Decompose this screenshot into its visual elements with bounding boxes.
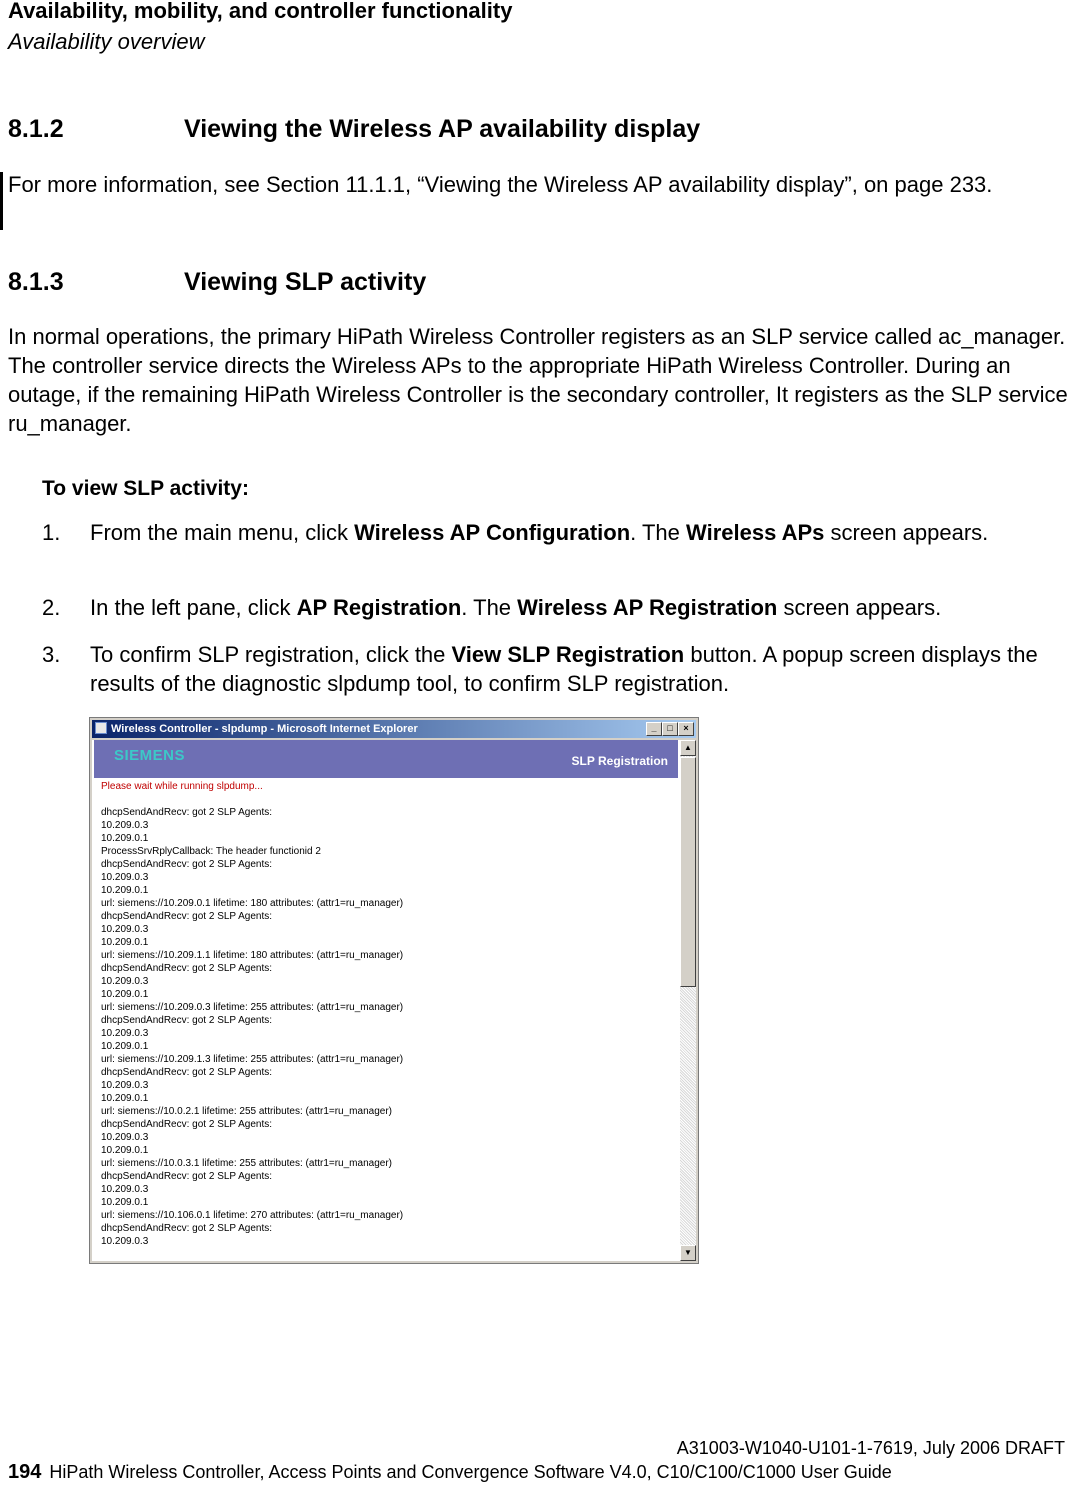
section-8-1-3-body: In normal operations, the primary HiPath Wireless Controller registers as an SLP service called ac_manager. The controller service directs the Wireless APs to the appropriate HiPath Wireless Controller. During an outage, if the remaining HiPath Wireless Controller is the secondary controller, It registers as the SLP service ru_manager. — [8, 324, 1068, 436]
window-title: Wireless Controller - slpdump - Microsoft Internet Explorer — [111, 723, 418, 735]
section-number: 8.1.3 — [8, 268, 64, 296]
ie-icon — [95, 722, 107, 734]
scroll-up-button[interactable]: ▲ — [680, 740, 696, 756]
log-line: dhcpSendAndRecv: got 2 SLP Agents: — [101, 1015, 273, 1026]
slpdump-window — [89, 717, 699, 1264]
log-line: dhcpSendAndRecv: got 2 SLP Agents: — [101, 859, 273, 870]
log-line: url: siemens://10.106.0.1 lifetime: 270 attributes: (attr1=ru_manager) — [101, 1210, 404, 1221]
log-line: 10.209.0.1 — [101, 833, 149, 844]
log-line: url: siemens://10.209.1.1 lifetime: 180 attributes: (attr1=ru_manager) — [101, 950, 404, 961]
log-line: url: siemens://10.209.1.3 lifetime: 255 attributes: (attr1=ru_manager) — [101, 1054, 404, 1065]
vertical-scrollbar[interactable] — [680, 740, 696, 1261]
running-header-title: Availability, mobility, and controller functionality — [8, 0, 513, 23]
log-line: 10.209.0.1 — [101, 1041, 149, 1052]
footer-doc-id: A31003-W1040-U101-1-7619, July 2006 DRAFT — [676, 1438, 1065, 1458]
scrollbar-thumb[interactable] — [680, 757, 696, 987]
log-line: dhcpSendAndRecv: got 2 SLP Agents: — [101, 1067, 273, 1078]
log-line: dhcpSendAndRecv: got 2 SLP Agents: — [101, 963, 273, 974]
log-line: 10.209.0.3 — [101, 1132, 149, 1143]
log-line: url: siemens://10.209.0.3 lifetime: 255 attributes: (attr1=ru_manager) — [101, 1002, 404, 1013]
step-number: 3. — [42, 642, 61, 667]
log-line: dhcpSendAndRecv: got 2 SLP Agents: — [101, 1119, 273, 1130]
log-line: 10.209.0.3 — [101, 1184, 149, 1195]
step-text: To confirm SLP registration, click the View SLP Registration button. A popup screen displays the results of the diagnostic slpdump tool, to confirm SLP registration. — [90, 642, 1038, 696]
section-8-1-2-body: For more information, see Section 11.1.1, “Viewing the Wireless AP availability display”, on page 233. — [8, 172, 993, 197]
page-content — [92, 740, 680, 1261]
log-line: 10.209.0.1 — [101, 1093, 149, 1104]
log-line: 10.209.0.1 — [101, 885, 149, 896]
log-line: 10.209.0.1 — [101, 1145, 149, 1156]
ui-term: Wireless AP Registration — [517, 595, 778, 620]
log-line: url: siemens://10.209.0.1 lifetime: 180 attributes: (attr1=ru_manager) — [101, 898, 404, 909]
log-line: url: siemens://10.0.3.1 lifetime: 255 attributes: (attr1=ru_manager) — [101, 1158, 392, 1169]
log-line: 10.209.0.3 — [101, 1236, 149, 1247]
ui-term: Wireless APs — [686, 520, 825, 545]
banner-title: SLP Registration — [571, 754, 668, 768]
slpdump-output — [101, 780, 403, 1248]
log-line: url: siemens://10.0.2.1 lifetime: 255 attributes: (attr1=ru_manager) — [101, 1106, 392, 1117]
minimize-button[interactable]: _ — [646, 722, 662, 736]
log-line: 10.209.0.1 — [101, 937, 149, 948]
ui-term: View SLP Registration — [451, 642, 685, 667]
log-line: dhcpSendAndRecv: got 2 SLP Agents: — [101, 911, 273, 922]
procedure-step — [42, 593, 1062, 622]
log-line: dhcpSendAndRecv: got 2 SLP Agents: — [101, 1223, 273, 1234]
wait-message: Please wait while running slpdump... — [101, 781, 263, 792]
section-number: 8.1.2 — [8, 115, 64, 143]
step-number: 2. — [42, 595, 61, 620]
ui-term: Wireless AP Configuration — [354, 520, 631, 545]
log-line: 10.209.0.3 — [101, 924, 149, 935]
log-line: 10.209.0.3 — [101, 976, 149, 987]
procedure-step — [42, 518, 1062, 547]
section-title: Viewing the Wireless AP availability display — [184, 115, 701, 143]
log-line: dhcpSendAndRecv: got 2 SLP Agents: — [101, 1171, 273, 1182]
page-number: 194 — [8, 1461, 42, 1483]
window-titlebar[interactable] — [92, 720, 696, 738]
guide-title: HiPath Wireless Controller, Access Points and Convergence Software V4.0, C10/C100/C1000 User Guide — [49, 1462, 892, 1482]
running-header-subtitle: Availability overview — [8, 29, 205, 54]
procedure-title: To view SLP activity: — [42, 477, 249, 500]
log-line: 10.209.0.3 — [101, 820, 149, 831]
header-banner — [94, 740, 678, 778]
section-title: Viewing SLP activity — [184, 268, 427, 296]
log-line: ProcessSrvRplyCallback: The header functionid 2 — [101, 846, 321, 857]
log-line — [101, 793, 403, 806]
log-line: 10.209.0.3 — [101, 1080, 149, 1091]
section-heading-8-1-2 — [8, 115, 700, 144]
log-line: 10.209.0.3 — [101, 1028, 149, 1039]
procedure-step — [42, 640, 1062, 698]
footer — [8, 1461, 892, 1484]
close-button[interactable]: × — [678, 722, 694, 736]
scroll-down-button[interactable]: ▼ — [680, 1245, 696, 1261]
change-bar — [0, 172, 3, 230]
section-heading-8-1-3 — [8, 268, 426, 297]
step-text: From the main menu, click Wireless AP Configuration. The Wireless APs screen appears. — [90, 520, 989, 545]
log-line: 10.209.0.1 — [101, 989, 149, 1000]
maximize-button[interactable]: □ — [662, 722, 678, 736]
siemens-logo: SIEMENS — [114, 747, 186, 764]
ui-term: AP Registration — [296, 595, 462, 620]
log-line: dhcpSendAndRecv: got 2 SLP Agents: — [101, 807, 273, 818]
log-line: 10.209.0.1 — [101, 1197, 149, 1208]
step-number: 1. — [42, 520, 61, 545]
log-line: 10.209.0.3 — [101, 872, 149, 883]
step-text: In the left pane, click AP Registration. The Wireless AP Registration screen appears. — [90, 595, 942, 620]
